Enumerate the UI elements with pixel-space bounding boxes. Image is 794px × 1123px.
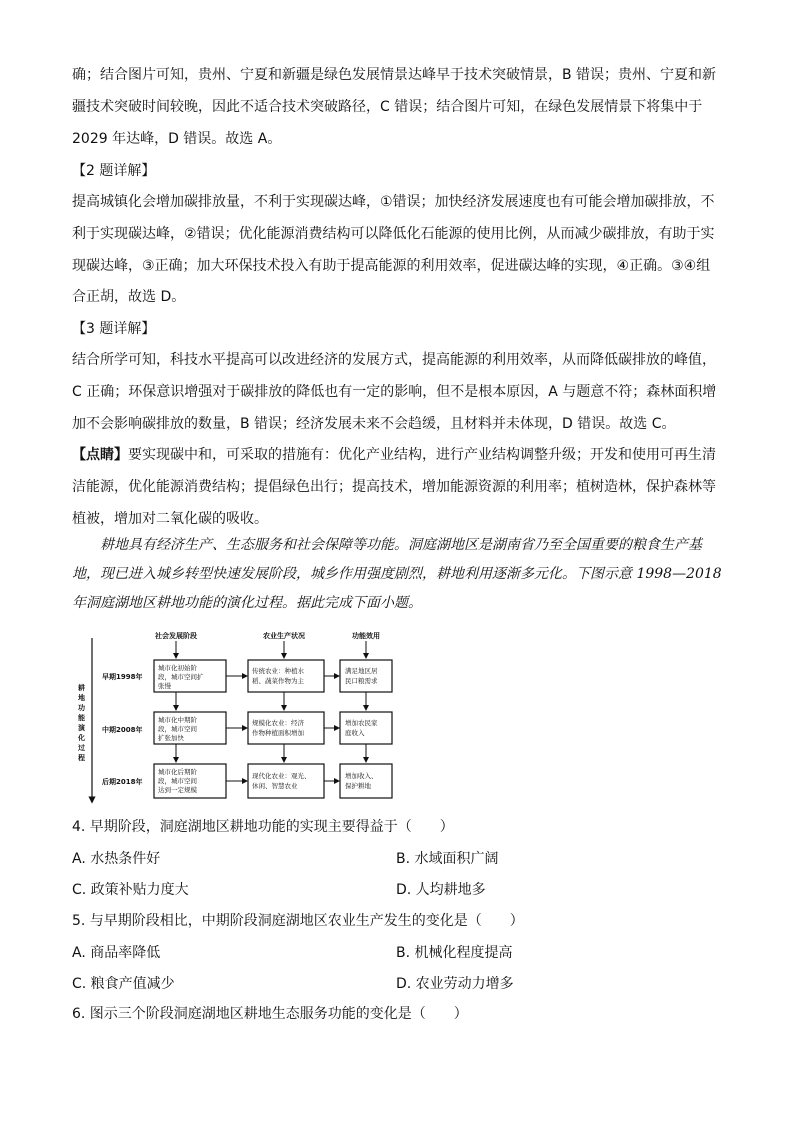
q5-option-a[interactable]: A. 商品率降低: [72, 945, 161, 961]
text-line: [72, 440, 722, 472]
vlabel-char: 耕: [78, 684, 85, 692]
box-text: 稻、蔬菜作物为主: [252, 677, 304, 685]
q5-option-b[interactable]: B. 机械化程度提高: [396, 945, 513, 961]
text-line: 耕地具有经济生产、生态服务和社会保障等功能。洞庭湖地区是湖南省乃至全国重要的粮食生产基: [72, 537, 702, 553]
box-text: 休闲、智慧农业: [252, 782, 298, 790]
box-text: 城市化中期阶: [158, 716, 197, 724]
box-text: 段，城市空间扩: [158, 673, 204, 681]
period-label-late: 后期2018年: [102, 778, 143, 786]
question-5-stem: 5. 与早期阶段相比，中期阶段洞庭湖地区农业生产发生的变化是（ ）: [72, 913, 524, 929]
q4-option-c[interactable]: C. 政策补贴力度大: [72, 882, 189, 898]
vlabel-char: 功: [78, 704, 85, 712]
box-text: 保护耕地: [345, 782, 371, 790]
box-func-early: [340, 660, 392, 692]
vlabel-char: 能: [78, 714, 85, 722]
header-social: 社会发展阶段: [155, 632, 197, 640]
box-text: 城市化后期阶: [158, 768, 197, 776]
answer-paragraph-1: [72, 60, 722, 155]
answer-paragraph-2: [72, 187, 722, 314]
text-line: 利于实现碳达峰，②错误；优化能源消费结构可以降低化石能源的使用比例，从而减少碳排放，有助于实: [72, 225, 715, 242]
period-label-early: 早期1998年: [102, 673, 143, 681]
farmland-evolution-diagram: [70, 628, 410, 806]
box-text: 满足地区居: [345, 667, 378, 675]
q4-option-b[interactable]: B. 水域面积广阔: [396, 851, 499, 867]
box-agri-late: [248, 764, 324, 798]
box-text: 增加收入、: [345, 772, 378, 780]
answer-paragraph-3: [72, 345, 722, 440]
box-agri-early: [248, 660, 324, 692]
box-text: 扩张加快: [158, 734, 184, 742]
text-line: 合正胡，故选 D。: [72, 289, 186, 306]
section-heading-q2: 【2 题详解】: [72, 163, 156, 179]
text-line: 年洞庭湖地区耕地功能的演化过程。据此完成下面小题。: [72, 595, 422, 611]
vlabel-char: 演: [78, 724, 85, 732]
text-line: 加不会影响碳排放的数量，B 错误；经济发展未来不会趋缓，且材料并未体现，D 错误。故选 C。: [72, 415, 676, 432]
text-line: 疆技术突破时间较晚，因此不适合技术突破路径，C 错误；结合图片可知，在绿色发展情景下将集中于: [72, 98, 703, 115]
text-line: 结合所学可知，科技水平提高可以改进经济的发展方式，提高能源的利用效率，从而降低碳排放的峰值，: [72, 352, 716, 368]
box-text: 城市化初始阶: [158, 664, 197, 672]
q5-option-d[interactable]: D. 农业劳动力增多: [396, 976, 514, 992]
box-agri-mid: [248, 712, 324, 744]
tips-paragraph: [72, 440, 722, 535]
question-6-stem: 6. 图示三个阶段洞庭湖地区耕地生态服务功能的变化是（ ）: [72, 1006, 468, 1022]
text-line: C 正确；环保意识增强对于碳排放的降低也有一定的影响，但不是根本原因，A 与题意不符；森林面积增: [72, 383, 717, 400]
question-4-stem: 4. 早期阶段，洞庭湖地区耕地功能的实现主要得益于（ ）: [72, 819, 454, 835]
vlabel-char: 化: [78, 734, 85, 742]
box-text: 张慢: [158, 682, 171, 690]
tips-text: 要实现碳中和，可采取的措施有：优化产业结构，进行产业结构调整升级；开发和使用可再生清: [128, 447, 716, 463]
section-heading-q3: 【3 题详解】: [72, 321, 156, 337]
header-agri: 农业生产状况: [263, 632, 305, 640]
box-text: 段，城市空间: [158, 777, 197, 785]
box-func-late: [340, 764, 392, 798]
text-line: 洁能源，优化能源消费结构；提倡绿色出行；提高技术，增加能源资源的利用率；植树造林，保护森林等: [72, 478, 716, 495]
material-intro: [72, 531, 722, 618]
vlabel-char: 过: [78, 744, 85, 752]
box-text: 现代化农业：观光、: [252, 772, 311, 780]
q5-option-c[interactable]: C. 粮食产值减少: [72, 976, 175, 992]
diagram-svg: [70, 628, 410, 806]
header-func: 功能效用: [352, 632, 380, 640]
tips-label: 【点睛】: [72, 447, 128, 463]
text-line: 现碳达峰，③正确；加大环保技术投入有助于提高能源的利用效率，促进碳达峰的实现，④正确。③④组: [72, 257, 711, 274]
text-line: 提高城镇化会增加碳排放量，不利于实现碳达峰，①错误；加快经济发展速度也有可能会增加碳排放，不: [72, 194, 715, 210]
q4-option-d[interactable]: D. 人均耕地多: [396, 882, 486, 898]
text-line: 2029 年达峰，D 错误。故选 A。: [72, 130, 282, 147]
vertical-label: [77, 683, 86, 762]
period-label-mid: 中期2008年: [102, 726, 143, 734]
box-text: 规模化农业：经济: [252, 719, 304, 727]
box-text: 作物种植面积增加: [252, 729, 304, 737]
box-text: 增加农民家: [345, 719, 378, 727]
vlabel-char: 地: [78, 694, 85, 702]
box-text: 民口粮需求: [345, 677, 378, 685]
q4-option-a[interactable]: A. 水热条件好: [72, 851, 161, 867]
box-text: 传统农业：种植水: [252, 667, 304, 675]
text-line: 确；结合图片可知，贵州、宁夏和新疆是绿色发展情景达峰早于技术突破情景，B 错误；贵州、宁夏和新: [72, 67, 717, 83]
box-func-mid: [340, 712, 392, 744]
box-text: 段，城市空间: [158, 725, 197, 733]
vlabel-char: 程: [78, 754, 85, 762]
box-text: 庭收入: [345, 729, 365, 737]
text-line: 地，现已进入城乡转型快速发展阶段，城乡作用强度剧烈，耕地利用逐渐多元化。下图示意 1998—2018: [72, 566, 722, 582]
box-text: 达到一定规模: [158, 786, 197, 794]
text-line: 植被，增加对二氧化碳的吸收。: [72, 510, 268, 527]
